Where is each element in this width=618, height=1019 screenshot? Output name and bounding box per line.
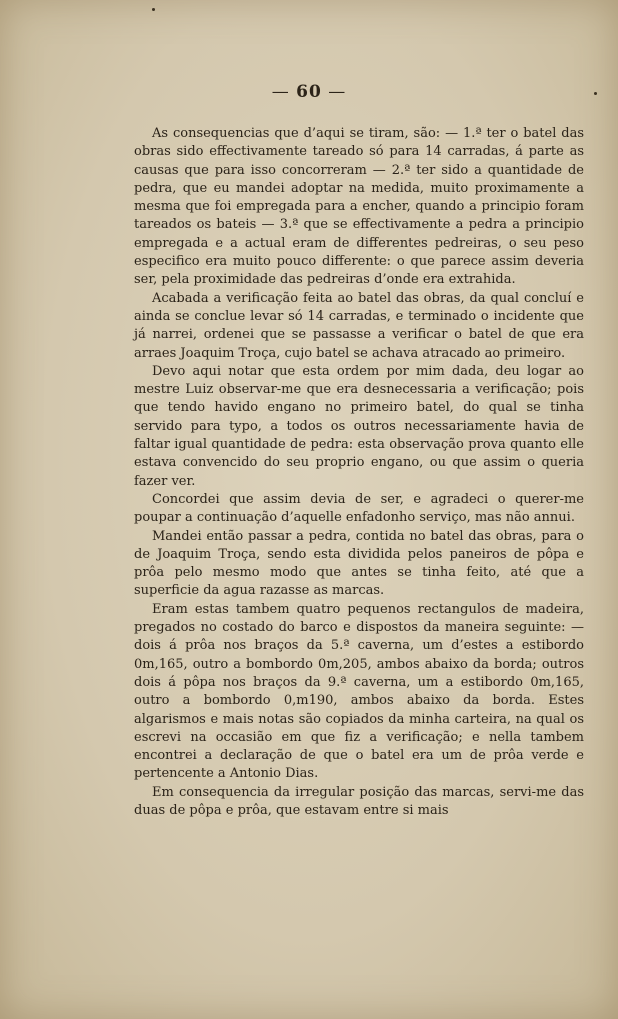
page-number	[0, 82, 618, 102]
body-text	[134, 125, 584, 820]
paragraph: As consequencias que d’aqui se tiram, são: — 1.ª ter o batel das obras sido effectivamente tareado só para 14 carradas, á parte as causas que para isso concorreram — 2.ª ter sido a quantidade de pedra, que eu mandei adoptar na medida, muito proximamente a mesma que foi empregada para a encher, quando a principio foram tareados os bateis — 3.ª que se effectivamente a pedra a principio empregada e a actual eram de differentes pedreiras, o seu peso especifico era muito pouco differente: o que parece assim deveria ser, pela proximidade das pedreiras d’onde era extrahida.	[134, 126, 584, 288]
ink-spot	[594, 92, 597, 95]
paragraph: Mandei então passar a pedra, contida no batel das obras, para o de Joaquim Troça, sendo esta dividida pelos paneiros de pôpa e prôa pelo mesmo modo que antes se tinha feito, até que a superficie da agua razasse as marcas.	[134, 528, 584, 599]
ink-spot	[152, 8, 155, 11]
page-number-value: 60	[296, 82, 322, 102]
page-number-dash-left: —	[271, 82, 297, 102]
paragraph: Em consequencia da irregular posição das marcas, servi-me das duas de pôpa e prôa, que estavam entre si mais	[134, 784, 584, 818]
page-number-dash-right: —	[321, 82, 347, 102]
paragraph: Devo aqui notar que esta ordem por mim dada, deu logar ao mestre Luiz observar-me que era desnecessaria a verificação; pois que tendo havido engano no primeiro batel, do qual se tinha servido para typo, a todos os outros necessariamente havia de faltar igual quantidade de pedra: esta observação prova quanto elle estava convencido do seu proprio engano, ou que assim o queria fazer ver.	[134, 363, 584, 489]
paragraph: Concordei que assim devia de ser, e agradeci o querer-me poupar a continuação d’aquelle enfadonho serviço, mas não annui.	[134, 491, 584, 526]
paragraph: Eram estas tambem quatro pequenos rectangulos de madeira, pregados no costado do barco e dispostos da maneira seguinte: — dois á prôa nos braços da 5.ª caverna, um d’estes a estibordo 0m,165, outro a bombordo 0m,205, ambos abaixo da borda; outros dois á pôpa nos braços da 9.ª caverna, um a estibordo 0m,165, outro a bombordo 0,m190, ambos abaixo da borda. Estes algarismos e mais notas são copiados da minha carteira, na qual os escrevi na occasião em que fiz a verificação; e nella tambem encontrei a declaração de que o batel era um de prôa verde e pertencente a Antonio Dias.	[134, 601, 584, 782]
paragraph: Acabada a verificação feita ao batel das obras, da qual concluí e ainda se conclue levar só 14 carradas, e terminado o incidente que já narrei, ordenei que se passasse a verificar o batel de que era arraes Joaquim Troça, cujo batel se achava atracado ao primeiro.	[134, 290, 584, 361]
